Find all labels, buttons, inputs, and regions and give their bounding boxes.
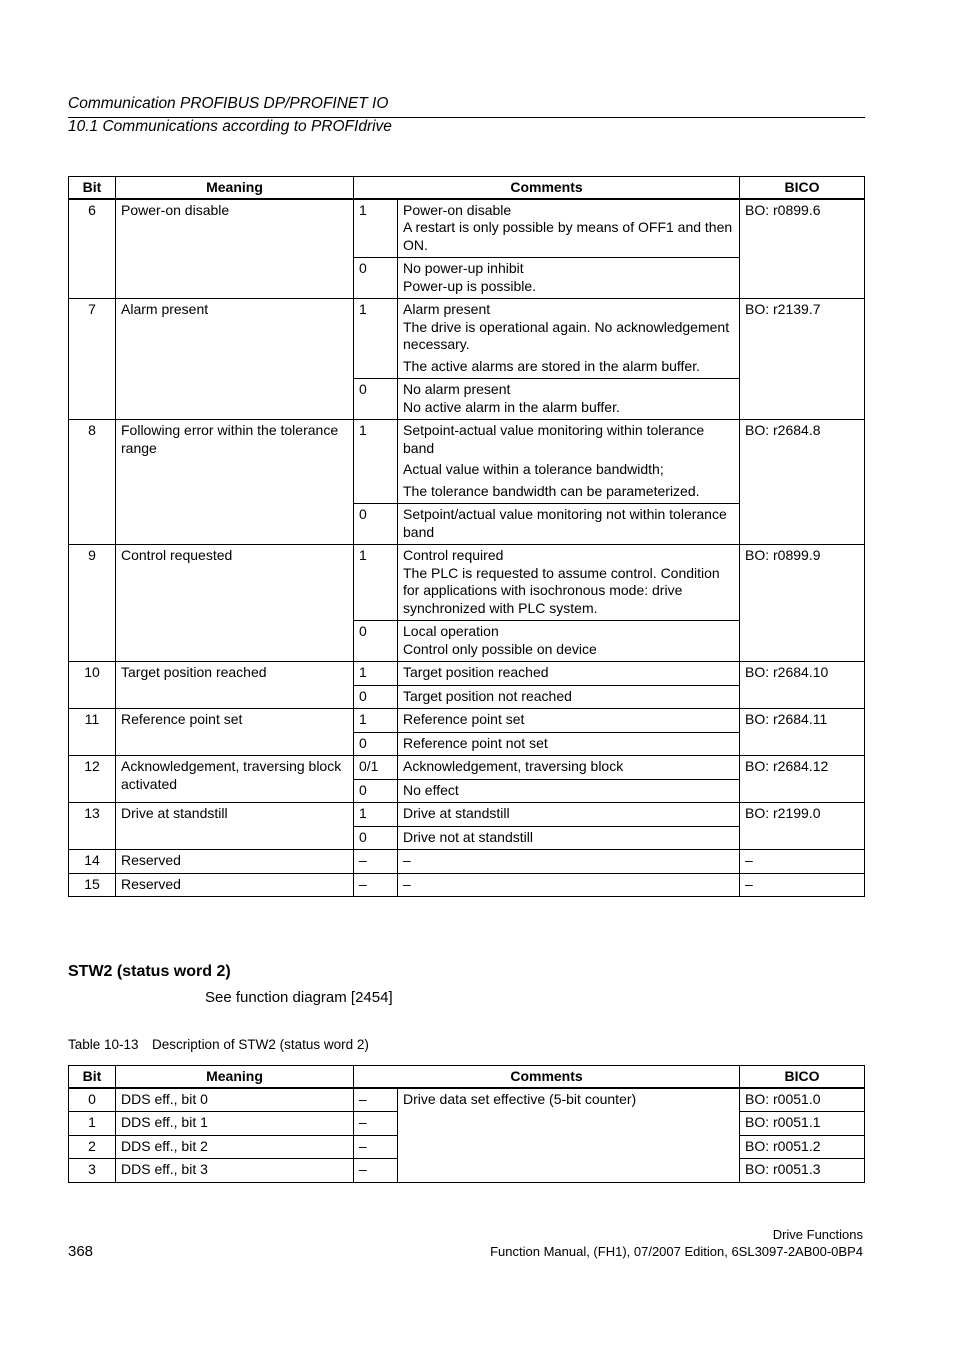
comment-cell — [398, 850, 740, 874]
meaning-cell: Acknowledgement, traversing block activated — [116, 756, 354, 803]
bico-cell: BO: r2684.11 — [740, 709, 865, 756]
comment-cell — [398, 379, 740, 420]
comment-line: Acknowledgement, traversing block — [403, 758, 624, 774]
value-cell: 0 — [354, 621, 398, 662]
value-cell: 0 — [354, 504, 398, 545]
value-cell: 0 — [354, 826, 398, 850]
comment-cell — [398, 258, 740, 299]
meaning-cell: Reserved — [116, 873, 354, 897]
running-header-chapter: Communication PROFIBUS DP/PROFINET IO — [68, 95, 389, 112]
bit-cell: 7 — [69, 299, 116, 420]
comment-cell — [398, 621, 740, 662]
comment-cell — [398, 685, 740, 709]
meaning-cell: Control requested — [116, 545, 354, 662]
table-row — [69, 545, 865, 621]
comment-cell: Drive data set effective (5-bit counter) — [398, 1088, 740, 1183]
bico-cell: BO: r0051.3 — [740, 1159, 865, 1183]
bit-cell: 12 — [69, 756, 116, 803]
column-header-meaning: Meaning — [116, 1066, 354, 1088]
comment-line: Alarm present The drive is operational again. No acknowledgement necessary. — [403, 301, 730, 352]
comment-cell — [398, 504, 740, 545]
meaning-cell: Target position reached — [116, 662, 354, 709]
comment-cell — [398, 826, 740, 850]
meaning-cell: DDS eff., bit 0 — [116, 1088, 354, 1112]
running-header-section: 10.1 Communications according to PROFIdrive — [68, 118, 392, 135]
comment-cell — [398, 662, 740, 686]
value-cell: 1 — [354, 709, 398, 733]
column-header-bico: BICO — [740, 1066, 865, 1088]
table-row — [69, 299, 865, 379]
comment-cell — [398, 709, 740, 733]
column-header-bit: Bit — [69, 1066, 116, 1088]
column-header-bico: BICO — [740, 177, 865, 199]
bit-cell: 3 — [69, 1159, 116, 1183]
value-cell: – — [354, 1088, 398, 1112]
comment-line: Reference point not set — [403, 734, 548, 751]
section-title: STW2 (status word 2) — [68, 963, 231, 980]
value-cell: 1 — [354, 662, 398, 686]
comment-line: Setpoint/actual value monitoring not within tolerance band — [403, 506, 727, 540]
bit-cell: 8 — [69, 420, 116, 545]
table-row — [69, 850, 865, 874]
bit-cell: 10 — [69, 662, 116, 709]
bit-cell: 6 — [69, 199, 116, 299]
comment-line: The active alarms are stored in the alarm buffer. — [403, 357, 700, 374]
table-row — [69, 199, 865, 258]
bit-cell: 9 — [69, 545, 116, 662]
bit-cell: 15 — [69, 873, 116, 897]
bit-cell: 0 — [69, 1088, 116, 1112]
comment-line: Power-on disable A restart is only possible by means of OFF1 and then ON. — [403, 201, 733, 253]
value-cell: – — [354, 1159, 398, 1183]
value-cell: 1 — [354, 803, 398, 827]
comment-cell — [398, 199, 740, 258]
value-cell: 0 — [354, 685, 398, 709]
comment-cell — [398, 803, 740, 827]
table-header-row — [69, 1066, 865, 1088]
comment-line: No power-up inhibit Power-up is possible. — [403, 260, 537, 294]
comment-cell — [398, 873, 740, 897]
table-row — [69, 709, 865, 733]
column-header-comments: Comments — [354, 1066, 740, 1088]
stw2-table — [68, 1065, 865, 1183]
bico-cell: BO: r0899.6 — [740, 199, 865, 299]
comment-line: Reference point set — [403, 711, 525, 727]
function-diagram-reference: See function diagram [2454] — [205, 989, 393, 1006]
meaning-cell: Reference point set — [116, 709, 354, 756]
comment-cell — [398, 545, 740, 621]
table-caption: Table 10-13 Description of STW2 (status word 2) — [68, 1037, 369, 1052]
table-header-row — [69, 177, 865, 199]
comment-cell — [398, 779, 740, 803]
footer-title: Drive Functions — [772, 1227, 863, 1242]
table-row — [69, 1088, 865, 1112]
comment-line: Actual value within a tolerance bandwidth; — [403, 461, 664, 477]
bico-cell: BO: r2684.12 — [740, 756, 865, 803]
column-header-comments: Comments — [354, 177, 740, 199]
bico-cell: BO: r0051.2 — [740, 1135, 865, 1159]
value-cell: 0 — [354, 258, 398, 299]
comment-line: Control required The PLC is requested to assume control. Condition for applications with isochronous mode: drive synchronized with PLC system. — [403, 547, 720, 616]
comment-line: Drive not at standstill — [403, 828, 533, 845]
meaning-cell: Alarm present — [116, 299, 354, 420]
bico-cell: BO: r2684.10 — [740, 662, 865, 709]
value-cell: 0 — [354, 732, 398, 756]
value-cell: – — [354, 873, 398, 897]
value-cell: 1 — [354, 299, 398, 379]
bico-cell: – — [740, 873, 865, 897]
meaning-cell: DDS eff., bit 2 — [116, 1135, 354, 1159]
bit-cell: 11 — [69, 709, 116, 756]
value-cell: 1 — [354, 199, 398, 258]
value-cell: – — [354, 1112, 398, 1136]
table-row — [69, 662, 865, 686]
meaning-cell: Reserved — [116, 850, 354, 874]
bico-cell: BO: r2199.0 — [740, 803, 865, 850]
comment-line: – — [403, 875, 411, 892]
comment-line: Local operation Control only possible on device — [403, 623, 597, 657]
bit-cell: 14 — [69, 850, 116, 874]
comment-cell — [398, 732, 740, 756]
bico-cell: BO: r2684.8 — [740, 420, 865, 545]
value-cell: 1 — [354, 420, 398, 504]
value-cell: – — [354, 850, 398, 874]
comment-line: Setpoint-actual value monitoring within tolerance band — [403, 422, 705, 456]
value-cell: 0 — [354, 779, 398, 803]
bico-cell: BO: r2139.7 — [740, 299, 865, 420]
page-number: 368 — [68, 1243, 94, 1260]
comment-line: No effect — [403, 781, 459, 798]
bit-cell: 2 — [69, 1135, 116, 1159]
comment-cell — [398, 756, 740, 780]
value-cell: – — [354, 1135, 398, 1159]
status-bits-table — [68, 176, 865, 897]
meaning-cell: DDS eff., bit 3 — [116, 1159, 354, 1183]
comment-cell — [398, 420, 740, 504]
comment-line: Target position reached — [403, 664, 549, 680]
value-cell: 0/1 — [354, 756, 398, 780]
comment-cell — [398, 299, 740, 379]
comment-line: No alarm present No active alarm in the alarm buffer. — [403, 381, 620, 415]
table-row — [69, 756, 865, 780]
meaning-cell: Power-on disable — [116, 199, 354, 299]
column-header-meaning: Meaning — [116, 177, 354, 199]
value-cell: 0 — [354, 379, 398, 420]
bico-cell: BO: r0899.9 — [740, 545, 865, 662]
meaning-cell: DDS eff., bit 1 — [116, 1112, 354, 1136]
footer-manual: Function Manual, (FH1), 07/2007 Edition, 6SL3097-2AB00-0BP4 — [490, 1244, 863, 1259]
meaning-cell: Following error within the tolerance range — [116, 420, 354, 545]
comment-line: Drive at standstill — [403, 805, 510, 821]
bico-cell: BO: r0051.1 — [740, 1112, 865, 1136]
value-cell: 1 — [354, 545, 398, 621]
bico-cell: BO: r0051.0 — [740, 1088, 865, 1112]
meaning-cell: Drive at standstill — [116, 803, 354, 850]
table-row — [69, 420, 865, 504]
comment-line: Target position not reached — [403, 687, 572, 704]
comment-line: – — [403, 852, 411, 868]
bit-cell: 13 — [69, 803, 116, 850]
table-row — [69, 873, 865, 897]
table-row — [69, 803, 865, 827]
bico-cell: – — [740, 850, 865, 874]
bit-cell: 1 — [69, 1112, 116, 1136]
comment-line: The tolerance bandwidth can be parameterized. — [403, 482, 700, 499]
column-header-bit: Bit — [69, 177, 116, 199]
